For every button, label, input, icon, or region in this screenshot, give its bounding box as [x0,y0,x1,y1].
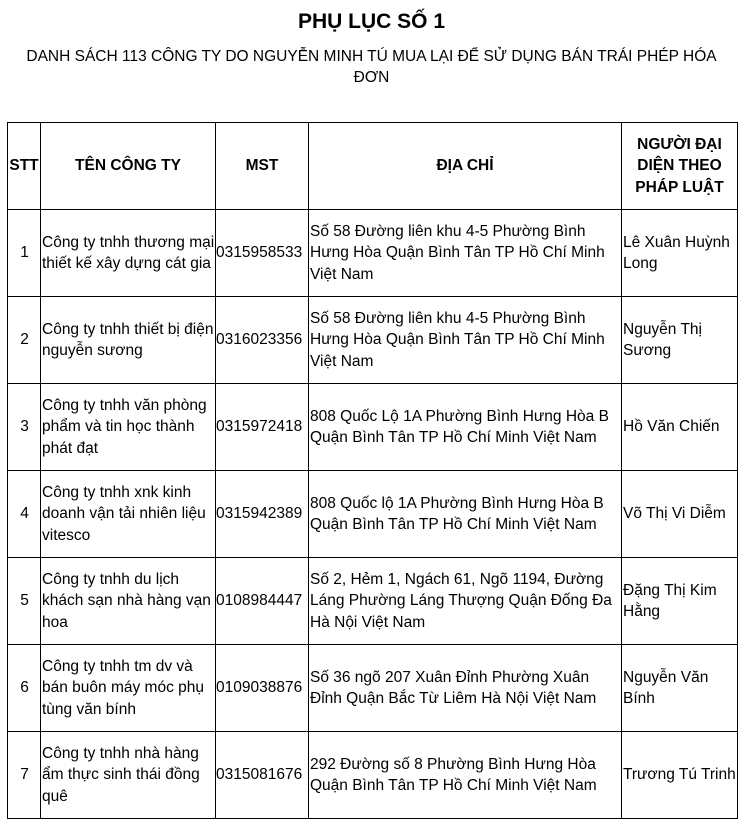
cell-company: Công ty tnhh thiết bị điện nguyễn sương [41,297,216,384]
document-subtitle: DANH SÁCH 113 CÔNG TY DO NGUYỄN MINH TÚ MUA LẠI ĐỂ SỬ DỤNG BÁN TRÁI PHÉP HÓA ĐƠN [26,48,717,86]
cell-rep: Hồ Văn Chiến [622,384,738,471]
cell-company: Công ty tnhh tm dv và bán buôn máy móc phụ tùng văn bính [41,645,216,732]
cell-stt: 5 [8,558,41,645]
column-header-mst: MST [216,123,309,210]
cell-stt: 6 [8,645,41,732]
table-row [8,558,738,645]
company-table [7,122,738,819]
cell-rep: Nguyễn Thị Sương [622,297,738,384]
cell-company: Công ty tnhh nhà hàng ẩm thực sinh thái đồng quê [41,732,216,819]
table-row [8,471,738,558]
cell-mst: 0315942389 [216,471,309,558]
cell-rep: Đặng Thị Kim Hằng [622,558,738,645]
cell-company: Công ty tnhh du lịch khách sạn nhà hàng vạn hoa [41,558,216,645]
cell-address: Số 36 ngõ 207 Xuân Đỉnh Phường Xuân Đỉnh Quận Bắc Từ Liêm Hà Nội Việt Nam [309,645,622,732]
table-row [8,732,738,819]
table-row [8,297,738,384]
cell-mst: 0315972418 [216,384,309,471]
document-title: PHỤ LỤC SỐ 1 [297,10,446,33]
cell-mst: 0109038876 [216,645,309,732]
cell-company: Công ty tnhh thương mại thiết kế xây dựng cát gia [41,210,216,297]
column-header-stt: STT [8,123,41,210]
cell-address: 808 Quốc Lộ 1A Phường Bình Hưng Hòa B Quận Bình Tân TP Hồ Chí Minh Việt Nam [309,384,622,471]
column-header-rep: NGƯỜI ĐẠI DIỆN THEO PHÁP LUẬT [622,123,738,210]
cell-stt: 4 [8,471,41,558]
cell-rep: Trương Tú Trinh [622,732,738,819]
column-header-company: TÊN CÔNG TY [41,123,216,210]
cell-rep: Nguyễn Văn Bính [622,645,738,732]
cell-company: Công ty tnhh văn phòng phẩm và tin học thành phát đạt [41,384,216,471]
column-header-address: ĐỊA CHỈ [309,123,622,210]
cell-stt: 3 [8,384,41,471]
cell-address: Số 58 Đường liên khu 4-5 Phường Bình Hưng Hòa Quận Bình Tân TP Hồ Chí Minh Việt Nam [309,210,622,297]
cell-mst: 0315081676 [216,732,309,819]
table-row [8,645,738,732]
cell-stt: 2 [8,297,41,384]
table-header-row [8,123,738,210]
cell-rep: Võ Thị Vi Diễm [622,471,738,558]
cell-stt: 1 [8,210,41,297]
cell-address: 808 Quốc lộ 1A Phường Bình Hưng Hòa B Quận Bình Tân TP Hồ Chí Minh Việt Nam [309,471,622,558]
table-row [8,210,738,297]
cell-mst: 0108984447 [216,558,309,645]
cell-company: Công ty tnhh xnk kinh doanh vận tải nhiên liệu vitesco [41,471,216,558]
cell-address: Số 58 Đường liên khu 4-5 Phường Bình Hưng Hòa Quận Bình Tân TP Hồ Chí Minh Việt Nam [309,297,622,384]
cell-mst: 0316023356 [216,297,309,384]
cell-address: Số 2, Hẻm 1, Ngách 61, Ngõ 1194, Đường Láng Phường Láng Thượng Quận Đống Đa Hà Nội Việt Nam [309,558,622,645]
table-row [8,384,738,471]
cell-address: 292 Đường số 8 Phường Bình Hưng Hòa Quận Bình Tân TP Hồ Chí Minh Việt Nam [309,732,622,819]
cell-rep: Lê Xuân Huỳnh Long [622,210,738,297]
cell-stt: 7 [8,732,41,819]
cell-mst: 0315958533 [216,210,309,297]
